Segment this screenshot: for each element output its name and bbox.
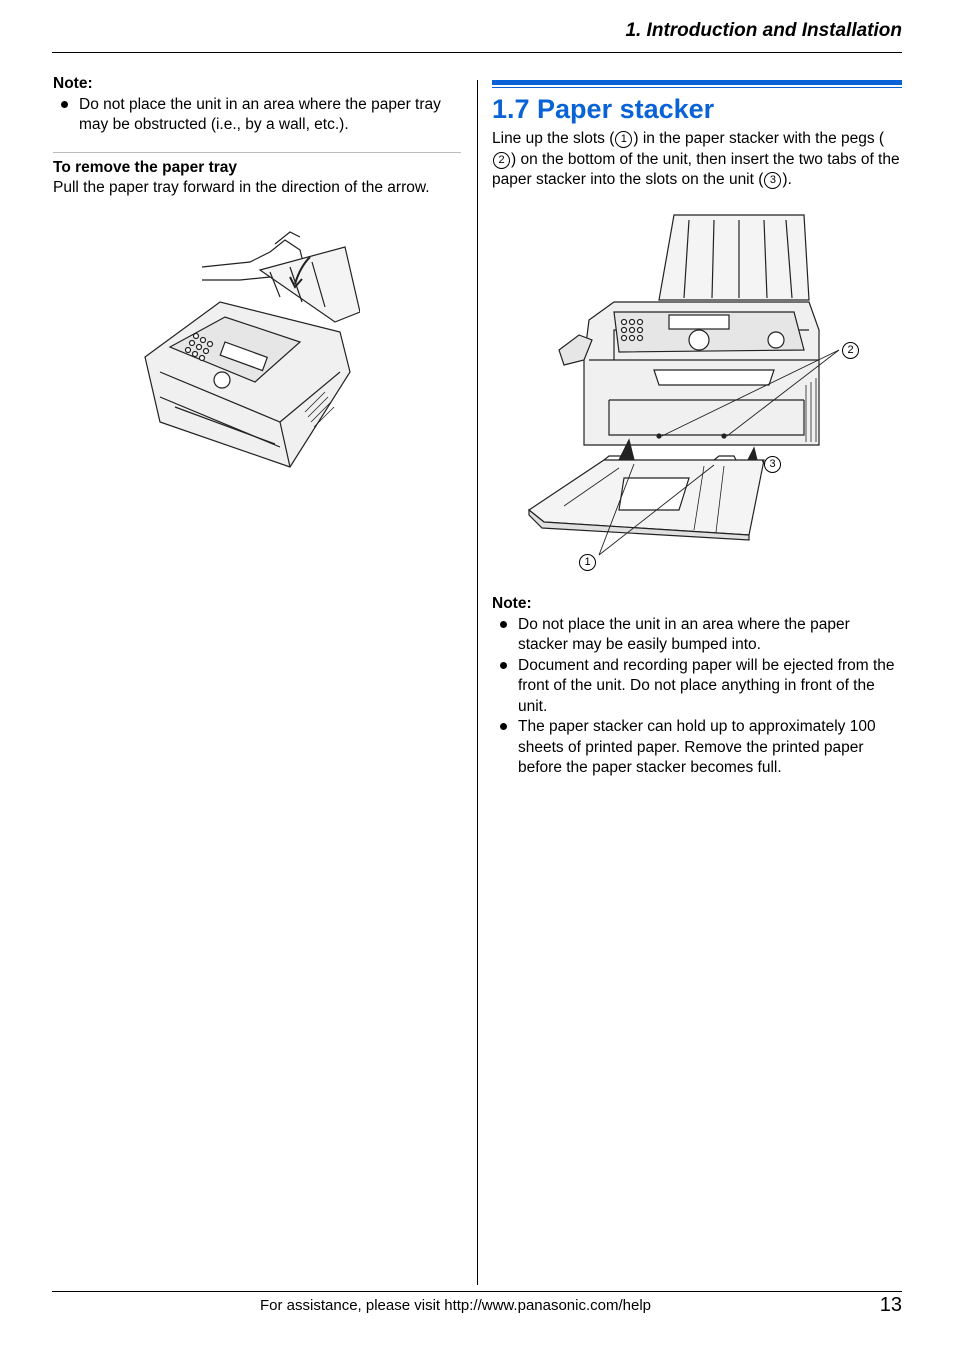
section-bar: [492, 80, 902, 85]
paper-stacker-illustration: [524, 210, 854, 580]
intro-text: Line up the slots (: [492, 130, 615, 147]
header-rule: [52, 52, 902, 53]
note-heading: Note:: [492, 595, 532, 612]
circled-number-1: 1: [615, 131, 632, 148]
note-heading: Note:: [53, 75, 93, 92]
page-number: 13: [879, 1294, 902, 1316]
note-item: Do not place the unit in an area where the paper tray may be obstructed (i.e., by a wall, etc.).: [53, 95, 461, 136]
circled-number-2: 2: [493, 152, 510, 169]
circled-number-3: 3: [764, 172, 781, 189]
intro-paragraph: [492, 129, 902, 191]
note-item: Do not place the unit in an area where the paper stacker may be easily bumped into.: [492, 615, 902, 656]
callout-1: 1: [579, 554, 596, 571]
remove-tray-heading: To remove the paper tray: [53, 158, 238, 176]
remove-paper-tray-illustration: [140, 222, 360, 477]
right-note: [492, 594, 902, 779]
footer-rule: [52, 1291, 902, 1292]
column-divider: [477, 80, 478, 1285]
note-list: [53, 95, 461, 136]
callout-2: 2: [842, 342, 859, 359]
note-item: Document and recording paper will be ejected from the front of the unit. Do not place anything in front of the unit.: [492, 656, 902, 718]
note-list: [492, 615, 902, 779]
intro-text: ) in the paper stacker with the pegs (: [633, 130, 885, 147]
remove-tray-text: Pull the paper tray forward in the direction of the arrow.: [53, 179, 430, 196]
callout-3: 3: [764, 456, 781, 473]
divider: [53, 152, 461, 153]
section-title: 1.7 Paper stacker: [492, 94, 715, 124]
header-title: 1. Introduction and Installation: [625, 20, 902, 41]
note-item: The paper stacker can hold up to approximately 100 sheets of printed paper. Remove the printed paper before the paper stacker becomes full.: [492, 717, 902, 779]
intro-text: ).: [782, 171, 792, 188]
intro-text: ) on the bottom of the unit, then insert the two tabs of the paper stacker into the slots on the unit (: [492, 150, 900, 188]
section-bar-line: [492, 87, 902, 88]
footer-assistance: For assistance, please visit http://www.panasonic.com/help: [260, 1297, 652, 1314]
right-column: [492, 80, 902, 191]
left-column: [53, 74, 461, 199]
